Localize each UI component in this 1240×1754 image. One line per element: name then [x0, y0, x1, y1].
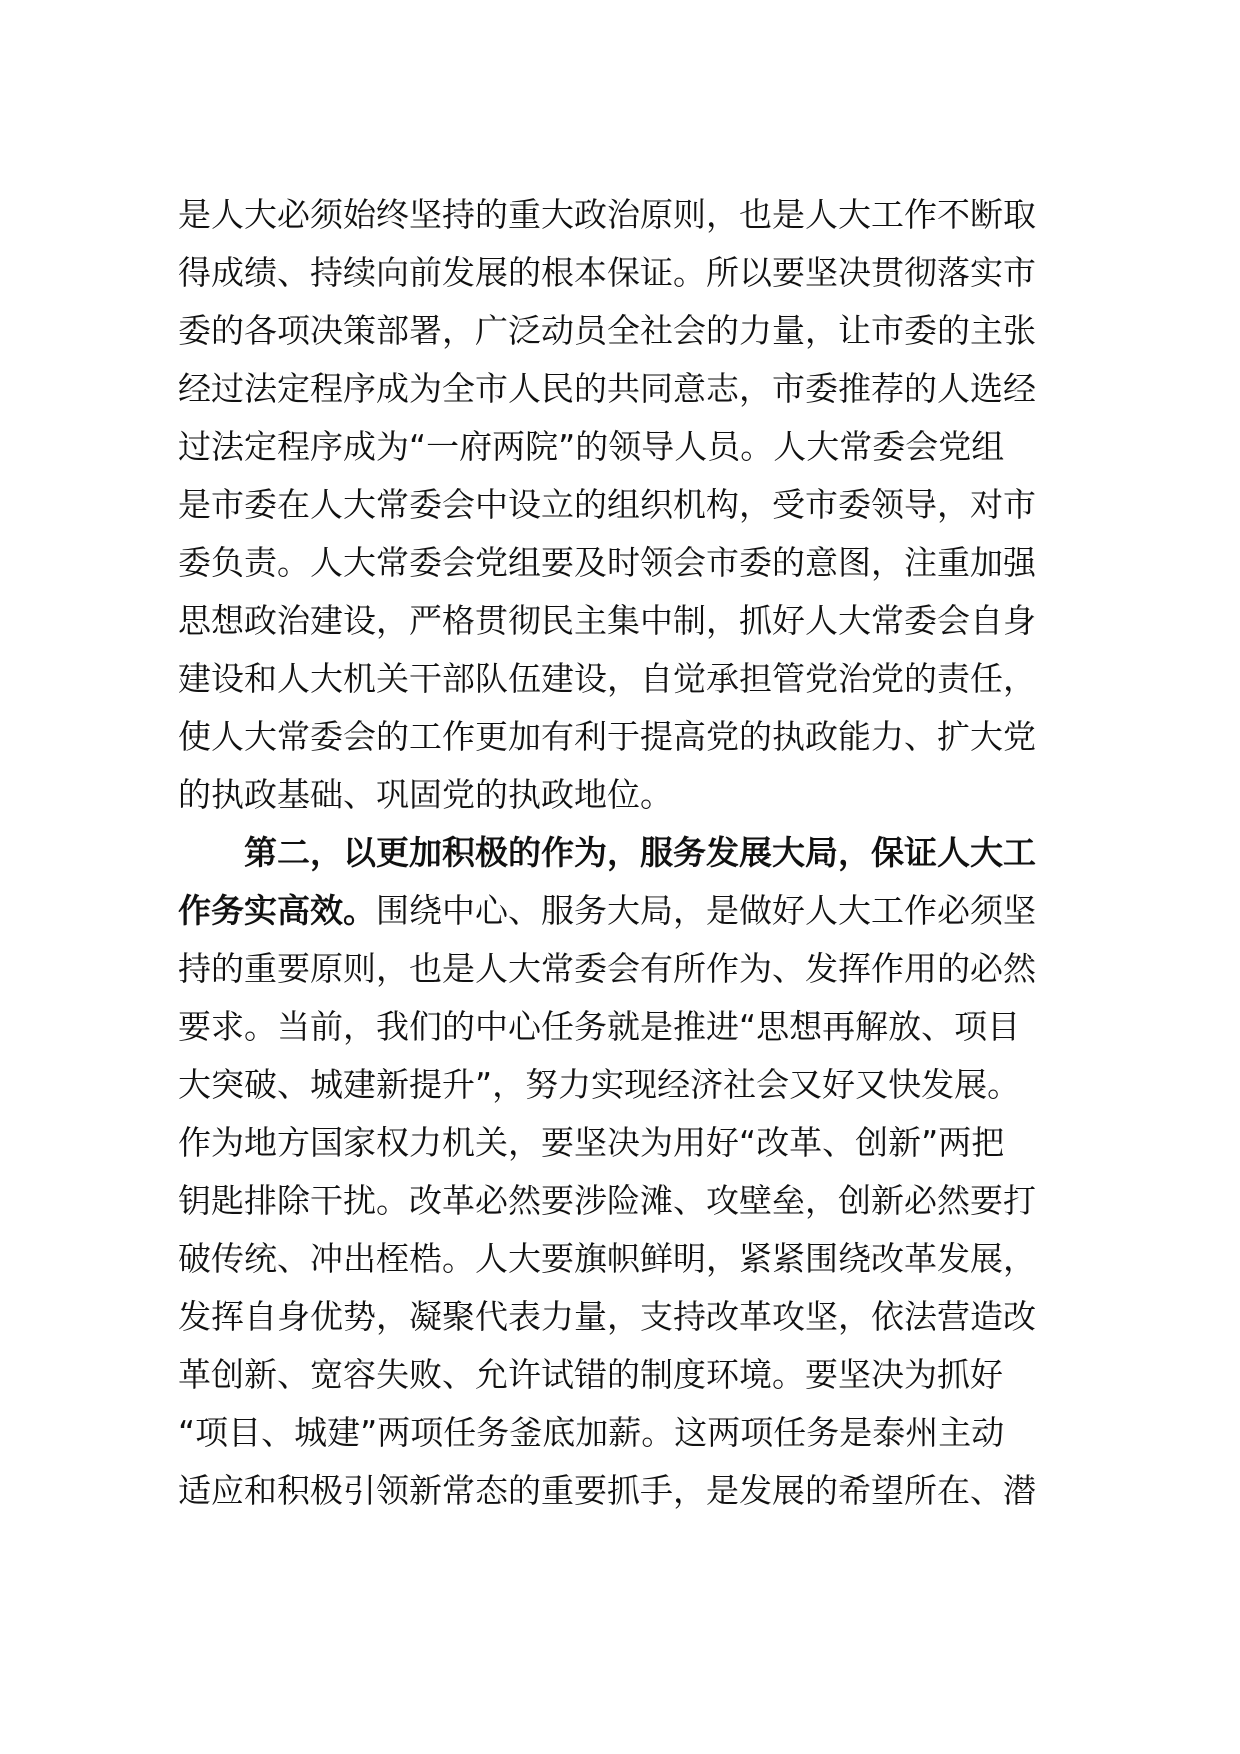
text-line: 是人大必须始终坚持的重大政治原则，也是人大工作不断取 [178, 195, 1036, 234]
text-line: 是市委在人大常委会中设立的组织机构，受市委领导，对市 [178, 485, 1036, 524]
section-body-start: 围绕中心、服务大局，是做好人大工作必须坚 [376, 891, 1036, 930]
text-line: 革创新、宽容失败、允许试错的制度环境。要坚决为抓好 [178, 1355, 1003, 1394]
document-body [178, 186, 1068, 1520]
text-line: 作为地方国家权力机关，要坚决为用好“改革、创新”两把 [178, 1123, 1005, 1162]
text-line: 经过法定程序成为全市人民的共同意志，市委推荐的人选经 [178, 369, 1036, 408]
text-line: 破传统、冲出桎梏。人大要旗帜鲜明，紧紧围绕改革发展， [178, 1239, 1036, 1278]
section-heading-continuation [178, 882, 1068, 940]
text-line: 钥匙排除干扰。改革必然要涉险滩、攻壁垒，创新必然要打 [178, 1181, 1036, 1220]
text-line: 思想政治建设，严格贯彻民主集中制，抓好人大常委会自身 [178, 601, 1036, 640]
section-heading-line: 第二，以更加积极的作为，服务发展大局，保证人大工 [244, 833, 1036, 872]
text-line: 大突破、城建新提升”，努力实现经济社会又好又快发展。 [178, 1065, 1021, 1104]
text-line: 建设和人大机关干部队伍建设，自觉承担管党治党的责任， [178, 659, 1036, 698]
text-line: 过法定程序成为“一府两院”的领导人员。人大常委会党组 [178, 427, 1005, 466]
text-line: 要求。当前，我们的中心任务就是推进“思想再解放、项目 [178, 1007, 1021, 1046]
text-line: 适应和积极引领新常态的重要抓手，是发展的希望所在、潜 [178, 1471, 1036, 1510]
text-line: 发挥自身优势，凝聚代表力量，支持改革攻坚，依法营造改 [178, 1297, 1036, 1336]
text-line: 得成绩、持续向前发展的根本保证。所以要坚决贯彻落实市 [178, 253, 1036, 292]
text-line: 委的各项决策部署，广泛动员全社会的力量，让市委的主张 [178, 311, 1036, 350]
text-line: “项目、城建”两项任务釜底加薪。这两项任务是泰州主动 [178, 1413, 1005, 1452]
text-line: 委负责。人大常委会党组要及时领会市委的意图，注重加强 [178, 543, 1036, 582]
text-line: 持的重要原则，也是人大常委会有所作为、发挥作用的必然 [178, 949, 1036, 988]
text-line: 的执政基础、巩固党的执政地位。 [178, 775, 673, 814]
section-heading-tail: 作务实高效。 [178, 891, 376, 930]
text-line: 使人大常委会的工作更加有利于提高党的执政能力、扩大党 [178, 717, 1036, 756]
